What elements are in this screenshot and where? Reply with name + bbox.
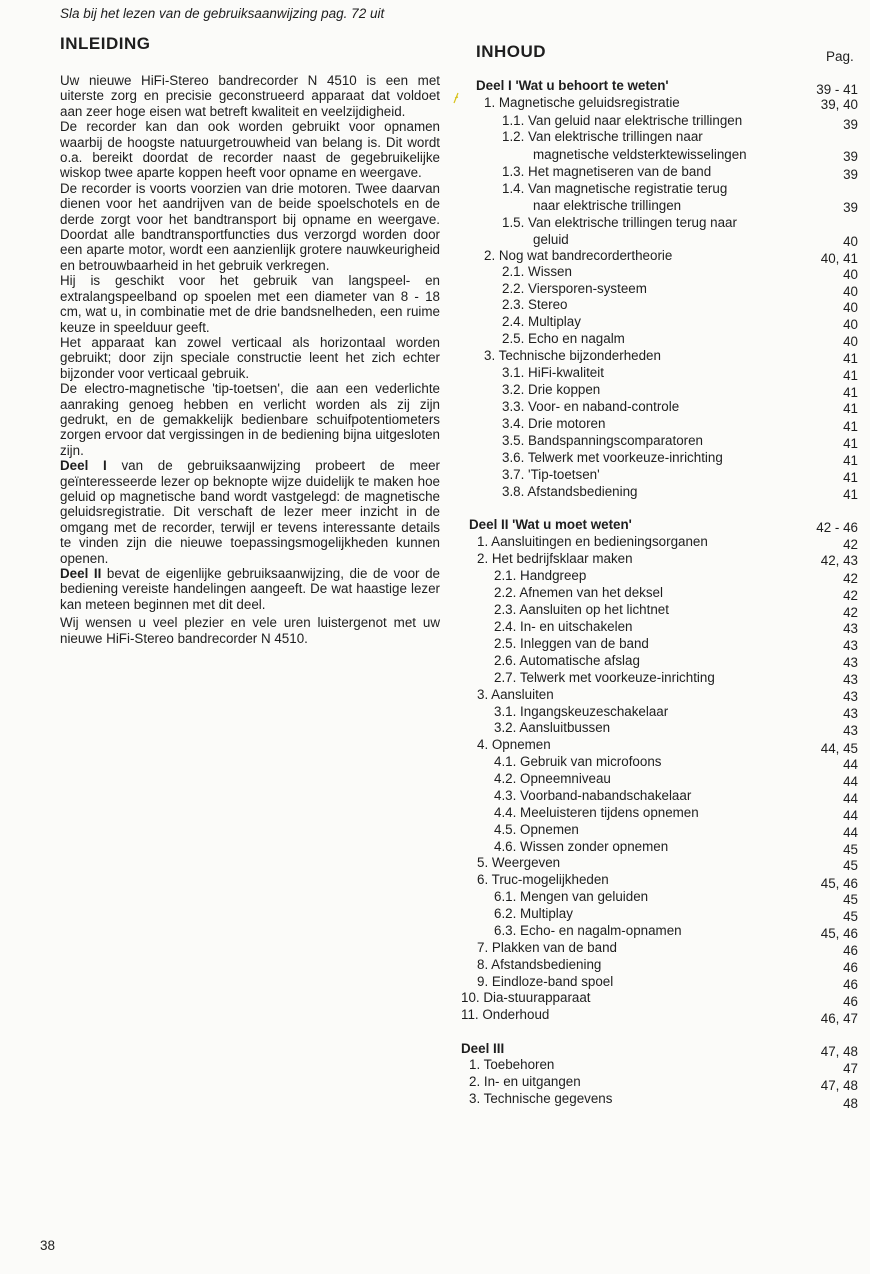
toc-entry: 2. Nog wat bandrecordertheorie xyxy=(484,248,673,263)
toc-entry: 6. Truc-mogelijkheden xyxy=(477,872,609,887)
toc-entry: 2.2. Afnemen van het deksel xyxy=(494,585,663,600)
toc-entry: 4.1. Gebruik van microfoons xyxy=(494,754,662,769)
toc-page-number: 43 xyxy=(843,672,858,687)
toc-page-number: 46 xyxy=(843,994,858,1009)
toc-page-number: 44 xyxy=(843,825,858,840)
toc-entry: 2.2. Viersporen-systeem xyxy=(502,281,647,296)
toc-entry: 1.5. Van elektrische trillingen terug naar xyxy=(502,215,737,230)
toc-page-number: 41 xyxy=(843,453,858,468)
toc-entry: 10. Dia-stuurapparaat xyxy=(461,990,591,1005)
toc-page-number: 46 xyxy=(843,943,858,958)
intro-paragraph: Wij wensen u veel plezier en vele uren luistergenot met uw nieuwe HiFi-Stereo bandrecorder N 4510. xyxy=(60,615,440,646)
toc-entry: 9. Eindloze-band spoel xyxy=(477,974,614,989)
toc-heading: INHOUD xyxy=(476,42,547,61)
toc-entry: 5. Weergeven xyxy=(477,855,561,870)
toc-page-number: 45, 46 xyxy=(820,876,858,891)
toc-page-number: 44 xyxy=(843,757,858,772)
intro-paragraph: Uw nieuwe HiFi-Stereo bandrecorder N 4510 is een met uiterste zorg en precisie geconstrueerd apparaat dat voldoet aan zeer hoge eisen wat betreft kwaliteit en veelzijdigheid. xyxy=(60,73,440,119)
intro-heading: INLEIDING xyxy=(60,34,151,53)
toc-page-number: 39 xyxy=(843,200,858,215)
toc-entry: 6.1. Mengen van geluiden xyxy=(494,889,649,904)
toc-entry: 2.4. Multiplay xyxy=(502,314,581,329)
toc-page-number: 41 xyxy=(843,419,858,434)
toc-entry: 11. Onderhoud xyxy=(461,1007,550,1022)
toc-entry: 3.2. Drie koppen xyxy=(502,382,601,397)
intro-paragraph: De recorder kan dan ook worden gebruikt voor opnamen waarbij de hoogste natuurgetrouwheid van belang is. Dit wordt o.a. bereikt doordat de recorder naast de gegebruikelijke wiskop twee aparte koppen heeft voor opname en weergave. xyxy=(60,119,440,181)
toc-page-number: 41 xyxy=(843,351,858,366)
toc-entry: 3.1. HiFi-kwaliteit xyxy=(502,365,604,380)
toc-page-number: 40, 41 xyxy=(820,251,858,266)
toc-entry: 2.4. In- en uitschakelen xyxy=(494,619,633,634)
toc-page-number: 45, 46 xyxy=(820,926,858,941)
toc-page-number: 43 xyxy=(843,655,858,670)
toc-page-number: 46 xyxy=(843,960,858,975)
toc-entry: 6.2. Multiplay xyxy=(494,906,573,921)
toc-entry: 3.8. Afstandsbediening xyxy=(502,484,638,499)
toc-page-number: 47 xyxy=(843,1061,858,1076)
toc-page-number: 46 xyxy=(843,977,858,992)
toc-page-number: 39 - 41 xyxy=(816,82,858,97)
toc-entry: 3. Technische gegevens xyxy=(469,1091,613,1106)
toc-entry: 2.6. Automatische afslag xyxy=(494,653,640,668)
toc-page-number: 42 xyxy=(843,537,858,552)
toc-entry: 1.1. Van geluid naar elektrische trillingen xyxy=(502,113,743,128)
toc-entry: 3.5. Bandspanningscomparatoren xyxy=(502,433,703,448)
toc-entry: 3. Technische bijzonderheden xyxy=(484,348,661,363)
toc-entry: 3. Aansluiten xyxy=(477,687,554,702)
toc-page-number: 40 xyxy=(843,234,858,249)
toc-page-number: 41 xyxy=(843,401,858,416)
toc-entry: 4.3. Voorband-nabandschakelaar xyxy=(494,788,692,803)
intro-paragraph: Het apparaat kan zowel verticaal als horizontaal worden gebruikt; door zijn speciale constructie leent het zich echter bijzonder voor verticaal gebruik. xyxy=(60,334,440,381)
toc-entry: 2.3. Stereo xyxy=(502,297,568,312)
toc-page-number: 42 xyxy=(843,571,858,586)
toc-page-number: 45 xyxy=(843,909,858,924)
toc-page-number: 43 xyxy=(843,638,858,653)
toc-entry: 2.3. Aansluiten op het lichtnet xyxy=(494,602,669,617)
toc-entry: 2. In- en uitgangen xyxy=(469,1074,581,1089)
toc-entry: 3.7. 'Tip-toetsen' xyxy=(502,467,600,482)
toc-entry: 4.6. Wissen zonder opnemen xyxy=(494,839,669,854)
toc-entry: 3.1. Ingangskeuzeschakelaar xyxy=(494,704,669,719)
toc-page-number: 44, 45 xyxy=(820,741,858,756)
toc-entry: 6.3. Echo- en nagalm-opnamen xyxy=(494,923,682,938)
toc-page-number: 43 xyxy=(843,706,858,721)
toc-entry: 2.5. Echo en nagalm xyxy=(502,331,625,346)
toc-entry: magnetische veldsterktewisselingen xyxy=(533,147,747,162)
deel-1-label: Deel I xyxy=(60,458,107,474)
toc-entry: 1.2. Van elektrische trillingen naar xyxy=(502,129,703,144)
page-note: Sla bij het lezen van de gebruiksaanwijzing pag. 72 uit xyxy=(60,6,385,21)
toc-page-number: 44 xyxy=(843,774,858,789)
toc-entry: naar elektrische trillingen xyxy=(533,198,682,213)
toc-entry: 3.2. Aansluitbussen xyxy=(494,720,611,735)
intro-paragraph: De recorder is voorts voorzien van drie motoren. Twee daarvan dienen voor het aandrijven van de beide spoelschotels en de derde zorgt voor het bandtransport bij opname en weergave. Doordat alle bandtransportfuncties dus verzorgd worden door een aparte motor, wordt een aanzienlijk grotere nauwkeurigheid en betrouwbaarheid in het gebruik verkregen. xyxy=(60,180,440,273)
toc-part-heading: Deel II 'Wat u moet weten' xyxy=(469,517,632,532)
toc-entry: 4.2. Opneemniveau xyxy=(494,771,611,786)
toc-entry: 2.1. Handgreep xyxy=(494,568,587,583)
deel-2-label: Deel II xyxy=(60,566,102,581)
intro-paragraph: De electro-magnetische 'tip-toetsen', die aan een vederlichte aanraking genoeg hebben en verlicht worden als zij zijn gedrukt, en de gemakkelijk bedienbare schuifpotentiometers zorgen ervoor dat vergissingen in de bediening bijna uitgesloten zijn. xyxy=(60,381,440,458)
deel-1-text: van de gebruiksaanwijzing probeert de meer geïnteresseerde lezer op beknopte wijze duidelijk te maken hoe geluid op magnetische band wordt vastgelegd: de magnetische geluidsregistratie. Dit verschaft de lezer meer inzicht in de omgang met de recorder, terwijl er tevens interessante details te vinden zijn die nieuwe toepassingsmogelijkheden kunnen openen. xyxy=(60,458,440,566)
toc-page-number: 39 xyxy=(843,167,858,182)
toc-entry: 1. Aansluitingen en bedieningsorganen xyxy=(477,534,708,549)
toc-page-number: 45 xyxy=(843,842,858,857)
toc-page-number: 42 xyxy=(843,605,858,620)
toc-part-heading: Deel I 'Wat u behoort te weten' xyxy=(476,78,669,93)
toc-page-number: 40 xyxy=(843,284,858,299)
toc-page-number: 45 xyxy=(843,892,858,907)
toc-entry: 4.5. Opnemen xyxy=(494,822,579,837)
toc-page-number: 43 xyxy=(843,689,858,704)
toc-page-number: 41 xyxy=(843,436,858,451)
toc-page-number: 40 xyxy=(843,300,858,315)
deel-2-text: bevat de eigenlijke gebruiksaanwijzing, die de voor de bediening vereiste handelingen aangeeft. De wat haastige lezer kan meteen beginnen met dit deel. xyxy=(60,566,440,612)
intro-paragraph: Hij is geschikt voor het gebruik van langspeel- en extralangspeelband op spoelen met een diameter van 8 - 18 cm, wat u, in combinatie met de drie bandsnelheden, een ruime keuze in speelduur geeft. xyxy=(60,273,440,335)
toc-page-label: Pag. xyxy=(826,49,854,64)
toc-page-number: 41 xyxy=(843,368,858,383)
toc-entry: 1.4. Van magnetische registratie terug xyxy=(502,181,728,196)
toc-page-number: 40 xyxy=(843,317,858,332)
toc-entry: geluid xyxy=(533,232,569,247)
toc-page-number: 43 xyxy=(843,723,858,738)
toc-page-number: 47, 48 xyxy=(820,1044,858,1059)
toc-page-number: 40 xyxy=(843,267,858,282)
toc-entry: 1. Magnetische geluidsregistratie xyxy=(484,95,680,110)
page-number: 38 xyxy=(40,1238,56,1253)
toc-page-number: 47, 48 xyxy=(820,1078,858,1093)
toc-page-number: 44 xyxy=(843,808,858,823)
toc-entry: 2.1. Wissen xyxy=(502,264,572,279)
toc-page-number: 43 xyxy=(843,621,858,636)
toc-entry: 3.4. Drie motoren xyxy=(502,416,606,431)
toc-entry: 2.7. Telwerk met voorkeuze-inrichting xyxy=(494,670,715,685)
toc-page-number: 44 xyxy=(843,791,858,806)
toc-page-number: 39, 40 xyxy=(820,97,858,112)
toc-entry: 2.5. Inleggen van de band xyxy=(494,636,649,651)
toc-page-number: 42 xyxy=(843,588,858,603)
toc-page-number: 39 xyxy=(843,117,858,132)
toc-part-heading: Deel III xyxy=(461,1041,505,1056)
toc-page-number: 41 xyxy=(843,470,858,485)
toc-page-number: 39 xyxy=(843,149,858,164)
toc-page-number: 40 xyxy=(843,334,858,349)
toc-entry: 4.4. Meeluisteren tijdens opnemen xyxy=(494,805,699,820)
toc-entry: 2. Het bedrijfsklaar maken xyxy=(477,551,633,566)
toc-page-number: 48 xyxy=(843,1096,858,1111)
toc-page-number: 42, 43 xyxy=(820,553,858,568)
toc-entry: 3.6. Telwerk met voorkeuze-inrichting xyxy=(502,450,723,465)
toc-page-number: 45 xyxy=(843,858,858,873)
toc-entry: 1.3. Het magnetiseren van de band xyxy=(502,164,712,179)
toc-entry: 1. Toebehoren xyxy=(469,1057,555,1072)
toc-page-number: 42 - 46 xyxy=(816,520,858,535)
toc-entry: 7. Plakken van de band xyxy=(477,940,617,955)
toc-page-number: 41 xyxy=(843,487,858,502)
toc-entry: 4. Opnemen xyxy=(477,737,551,752)
toc-page-number: 41 xyxy=(843,385,858,400)
toc-entry: 8. Afstandsbediening xyxy=(477,957,602,972)
toc-page-number: 46, 47 xyxy=(820,1011,858,1026)
toc-entry: 3.3. Voor- en naband-controle xyxy=(502,399,680,414)
